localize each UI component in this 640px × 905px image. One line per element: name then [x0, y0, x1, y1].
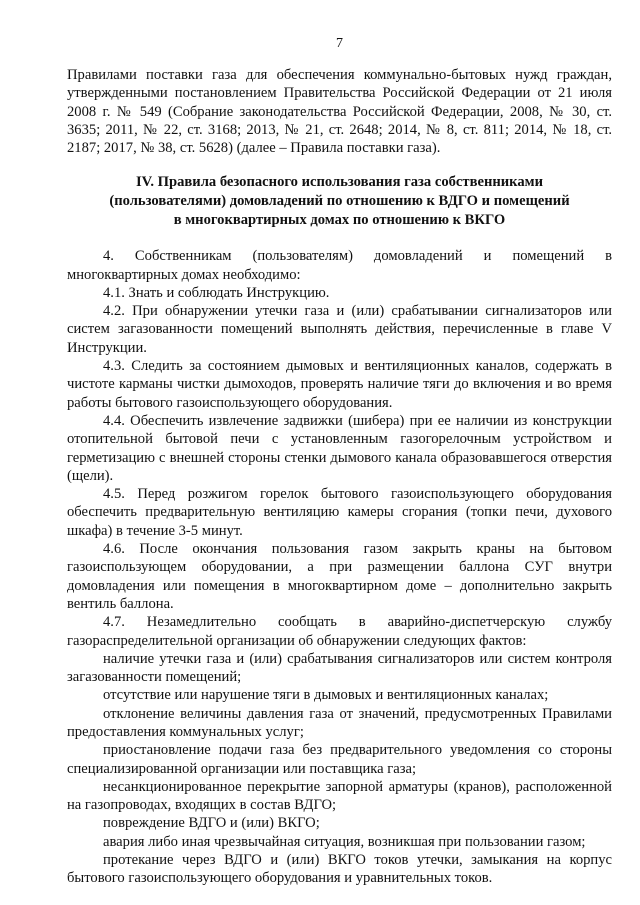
section-heading-line-1: IV. Правила безопасного использования газа собственниками: [136, 174, 543, 191]
intro-paragraph: Правилами поставки газа для обеспечения коммунально-бытовых нужд граждан, утвержденными постановлением Правительства Российской Федерации от 21 июля 2008 г. № 549 (Собрание законодательства Российской Федерации, 2008, № 30, ст. 3635; 2011, № 22, ст. 3168; 2013, № 21, ст. 2648; 2014, № 8, ст. 811; 2014, № 18, ст. 2187; 2017, № 38, ст. 5628) (далее – Правила поставки газа).: [67, 67, 612, 157]
fact-item: наличие утечки газа и (или) срабатывания сигнализаторов или систем контроля загазованности помещений;: [67, 650, 612, 686]
fact-item: авария либо иная чрезвычайная ситуация, возникшая при пользовании газом;: [103, 833, 586, 850]
fact-item: несанкционированное перекрытие запорной арматуры (кранов), расположенной на газопроводах, входящих в состав ВДГО;: [67, 778, 612, 814]
paragraph-4-1: 4.1. Знать и соблюдать Инструкцию.: [103, 284, 330, 301]
paragraph-4-6: 4.6. После окончания пользования газом закрыть краны на бытовом газоиспользующем оборудовании, а при размещении баллона СУГ внутри домовладения или помещения в многоквартирном доме – дополнительно закрыть вентиль баллона.: [67, 541, 612, 612]
paragraph-4-2: 4.2. При обнаружении утечки газа и (или) срабатывании сигнализаторов или систем загазованности помещений выполнять действия, перечисленные в главе V Инструкции.: [67, 303, 612, 356]
paragraph-4-7: 4.7. Незамедлительно сообщать в аварийно-диспетчерскую службу газораспределительной организации об обнаружении следующих фактов:: [67, 614, 612, 649]
fact-item: повреждение ВДГО и (или) ВКГО;: [103, 815, 320, 832]
section-heading: [67, 173, 612, 229]
fact-item: отклонение величины давления газа от значений, предусмотренных Правилами предоставления коммунальных услуг;: [67, 705, 612, 740]
fact-item: отсутствие или нарушение тяги в дымовых и вентиляционных каналах;: [103, 687, 549, 704]
paragraph-4-4: 4.4. Обеспечить извлечение задвижки (шибера) при ее наличии из конструкции отопительной бытовой печи с установленным газогорелочным устройством и герметизацию с внешней стороны стенки дымового канала образовавшегося отверстия (щели).: [67, 412, 612, 484]
section-heading-line-2: (пользователями) домовладений по отношению к ВДГО и помещений: [109, 193, 570, 210]
paragraph-4: 4. Собственникам (пользователям) домовладений и помещений в многоквартирных домах необходимо:: [67, 248, 612, 283]
fact-item: приостановление подачи газа без предварительного уведомления со стороны специализированной организации или поставщика газа;: [67, 742, 612, 777]
paragraph-4-5: 4.5. Перед розжигом горелок бытового газоиспользующего оборудования обеспечить предварительную вентиляцию камеры сгорания (топки печи, духового шкафа) в течение 3-5 минут.: [67, 486, 612, 539]
fact-item: протекание через ВДГО и (или) ВКГО токов утечки, замыкания на корпус бытового газоиспользующего оборудования и уравнительных токов.: [67, 852, 612, 887]
section-heading-line-3: в многоквартирных домах по отношению к ВКГО: [173, 211, 506, 228]
page-number: 7: [336, 36, 343, 51]
paragraph-4-3: 4.3. Следить за состоянием дымовых и вентиляционных каналов, содержать в чистоте карманы чистки дымоходов, проверять наличие тяги до включения и во время работы бытового газоиспользующего оборудования.: [67, 358, 612, 411]
